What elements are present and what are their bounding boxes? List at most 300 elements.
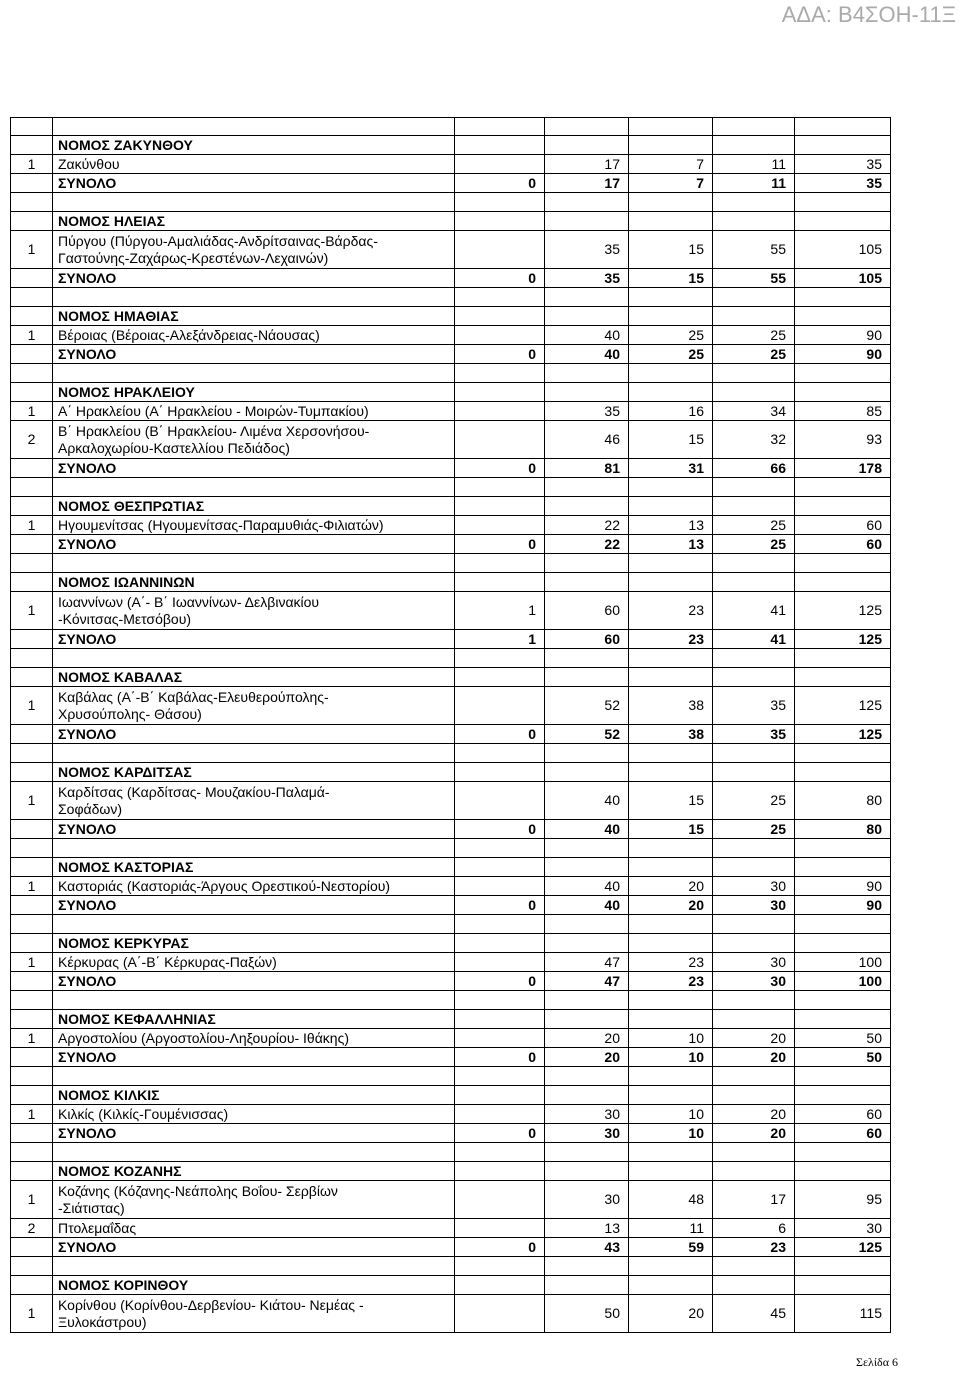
value-col-2: 17 <box>545 155 629 174</box>
value-col-2: 40 <box>545 896 629 915</box>
value-col-4 <box>713 858 795 877</box>
value-col-4 <box>713 364 795 383</box>
value-col-3: 11 <box>629 1219 713 1238</box>
value-col-2 <box>545 478 629 497</box>
value-col-4 <box>713 136 795 155</box>
value-col-3: 20 <box>629 877 713 896</box>
value-col-5: 90 <box>795 877 891 896</box>
value-col-5 <box>795 1067 891 1086</box>
row-index: 1 <box>11 155 53 174</box>
value-col-4: 30 <box>713 877 795 896</box>
value-col-4: 25 <box>713 326 795 345</box>
district-name: Κιλκίς (Κιλκίς-Γουμένισσας) <box>53 1105 455 1124</box>
prefecture-header-row <box>11 212 891 231</box>
value-col-1: 0 <box>455 896 545 915</box>
value-col-4 <box>713 212 795 231</box>
spacer-row <box>11 288 891 307</box>
value-col-1 <box>455 212 545 231</box>
value-col-2: 43 <box>545 1238 629 1257</box>
row-index <box>11 1162 53 1181</box>
value-col-3 <box>629 193 713 212</box>
row-index <box>11 972 53 991</box>
value-col-3 <box>629 934 713 953</box>
value-col-2: 30 <box>545 1105 629 1124</box>
district-name: Ηγουμενίτσας (Ηγουμενίτσας-Παραμυθιάς-Φιλιατών) <box>53 516 455 535</box>
row-index: 1 <box>11 1295 53 1333</box>
value-col-2 <box>545 1010 629 1029</box>
value-col-5 <box>795 858 891 877</box>
district-name: ΝΟΜΟΣ ΚΑΒΑΛΑΣ <box>53 668 455 687</box>
prefecture-header-row <box>11 858 891 877</box>
row-index <box>11 535 53 554</box>
table-row <box>11 402 891 421</box>
district-name <box>53 288 455 307</box>
prefecture-header-row <box>11 383 891 402</box>
district-name: ΝΟΜΟΣ ΗΡΑΚΛΕΙΟΥ <box>53 383 455 402</box>
value-col-4 <box>713 991 795 1010</box>
total-row <box>11 1124 891 1143</box>
value-col-4 <box>713 1162 795 1181</box>
row-index <box>11 136 53 155</box>
value-col-4 <box>713 1067 795 1086</box>
district-name <box>53 554 455 573</box>
row-index <box>11 307 53 326</box>
value-col-4 <box>713 118 795 136</box>
value-col-3: 23 <box>629 953 713 972</box>
value-col-1 <box>455 231 545 269</box>
value-col-5 <box>795 288 891 307</box>
value-col-3: 15 <box>629 421 713 459</box>
value-col-5 <box>795 934 891 953</box>
value-col-1 <box>455 307 545 326</box>
row-index <box>11 744 53 763</box>
value-col-5: 60 <box>795 535 891 554</box>
value-col-4 <box>713 1257 795 1276</box>
value-col-1 <box>455 953 545 972</box>
value-col-5: 85 <box>795 402 891 421</box>
value-col-4 <box>713 383 795 402</box>
value-col-3 <box>629 118 713 136</box>
value-col-5 <box>795 1143 891 1162</box>
district-name: ΝΟΜΟΣ ΙΩΑΝΝΙΝΩΝ <box>53 573 455 592</box>
prefecture-header-row <box>11 763 891 782</box>
district-name <box>53 118 455 136</box>
row-index <box>11 174 53 193</box>
district-name: Αργοστολίου (Αργοστολίου-Ληξουρίου- Ιθάκης) <box>53 1029 455 1048</box>
value-col-1: 0 <box>455 1048 545 1067</box>
row-index <box>11 345 53 364</box>
value-col-3: 13 <box>629 516 713 535</box>
district-name: ΝΟΜΟΣ ΖΑΚΥΝΘΟΥ <box>53 136 455 155</box>
value-col-5 <box>795 839 891 858</box>
value-col-1: 1 <box>455 630 545 649</box>
prefecture-header-row <box>11 1010 891 1029</box>
value-col-3: 31 <box>629 459 713 478</box>
value-col-5 <box>795 573 891 592</box>
value-col-4: 20 <box>713 1105 795 1124</box>
row-index: 1 <box>11 1029 53 1048</box>
value-col-5 <box>795 763 891 782</box>
value-col-5 <box>795 1276 891 1295</box>
spacer-row <box>11 649 891 668</box>
ada-header: ΑΔΑ: Β4ΣΟΗ-11Ξ <box>781 2 956 27</box>
district-name <box>53 839 455 858</box>
value-col-3 <box>629 1257 713 1276</box>
table-row <box>11 421 891 459</box>
prefecture-header-row <box>11 1162 891 1181</box>
value-col-1: 0 <box>455 820 545 839</box>
value-col-1: 0 <box>455 972 545 991</box>
value-col-1 <box>455 1067 545 1086</box>
total-row <box>11 535 891 554</box>
district-name: ΣΥΝΟΛΟ <box>53 725 455 744</box>
row-index <box>11 383 53 402</box>
value-col-3 <box>629 212 713 231</box>
value-col-1 <box>455 839 545 858</box>
value-col-2 <box>545 1086 629 1105</box>
total-row <box>11 269 891 288</box>
row-index <box>11 364 53 383</box>
row-index: 1 <box>11 592 53 630</box>
table-row <box>11 326 891 345</box>
value-col-1 <box>455 1219 545 1238</box>
total-row <box>11 630 891 649</box>
value-col-5 <box>795 193 891 212</box>
table-row <box>11 1295 891 1333</box>
value-col-5 <box>795 497 891 516</box>
value-col-3: 23 <box>629 630 713 649</box>
value-col-2: 46 <box>545 421 629 459</box>
spacer-row <box>11 1067 891 1086</box>
row-index <box>11 649 53 668</box>
district-name: ΝΟΜΟΣ ΚΕΦΑΛΛΗΝΙΑΣ <box>53 1010 455 1029</box>
district-name: ΣΥΝΟΛΟ <box>53 345 455 364</box>
value-col-2 <box>545 497 629 516</box>
value-col-4: 45 <box>713 1295 795 1333</box>
district-name: Ζακύνθου <box>53 155 455 174</box>
page-number: Σελίδα 6 <box>855 1355 898 1369</box>
spacer-row <box>11 478 891 497</box>
row-index <box>11 478 53 497</box>
value-col-3 <box>629 1010 713 1029</box>
value-col-2: 40 <box>545 820 629 839</box>
value-col-2: 22 <box>545 535 629 554</box>
district-name <box>53 649 455 668</box>
value-col-5 <box>795 478 891 497</box>
row-index: 1 <box>11 1181 53 1219</box>
value-col-2 <box>545 136 629 155</box>
value-col-2 <box>545 1257 629 1276</box>
value-col-1 <box>455 1181 545 1219</box>
value-col-1 <box>455 326 545 345</box>
district-name <box>53 478 455 497</box>
value-col-1 <box>455 402 545 421</box>
value-col-4 <box>713 649 795 668</box>
district-name: ΝΟΜΟΣ ΚΕΡΚΥΡΑΣ <box>53 934 455 953</box>
spacer-row <box>11 744 891 763</box>
district-name <box>53 1067 455 1086</box>
value-col-2: 17 <box>545 174 629 193</box>
value-col-4 <box>713 193 795 212</box>
value-col-1 <box>455 991 545 1010</box>
value-col-4: 30 <box>713 972 795 991</box>
district-name <box>53 1257 455 1276</box>
value-col-2: 40 <box>545 877 629 896</box>
prefecture-header-row <box>11 934 891 953</box>
value-col-5: 60 <box>795 1105 891 1124</box>
table-row <box>11 953 891 972</box>
value-col-2 <box>545 858 629 877</box>
value-col-3: 23 <box>629 972 713 991</box>
value-col-3 <box>629 991 713 1010</box>
value-col-2 <box>545 307 629 326</box>
district-name: ΣΥΝΟΛΟ <box>53 630 455 649</box>
value-col-1 <box>455 573 545 592</box>
value-col-5: 95 <box>795 1181 891 1219</box>
row-index: 1 <box>11 687 53 725</box>
value-col-3 <box>629 478 713 497</box>
value-col-2 <box>545 383 629 402</box>
value-col-5: 90 <box>795 896 891 915</box>
value-col-3: 38 <box>629 725 713 744</box>
row-index <box>11 839 53 858</box>
prefecture-header-row <box>11 1086 891 1105</box>
value-col-4: 17 <box>713 1181 795 1219</box>
row-index <box>11 915 53 934</box>
value-col-3: 10 <box>629 1048 713 1067</box>
value-col-4: 11 <box>713 155 795 174</box>
value-col-2: 35 <box>545 269 629 288</box>
value-col-1 <box>455 554 545 573</box>
value-col-2: 40 <box>545 345 629 364</box>
total-row <box>11 1238 891 1257</box>
district-name: Κορίνθου (Κορίνθου-Δερβενίου- Κιάτου- Νεμέας - Ξυλοκάστρου) <box>53 1295 455 1333</box>
district-name: ΣΥΝΟΛΟ <box>53 1048 455 1067</box>
value-col-3 <box>629 573 713 592</box>
value-col-2 <box>545 212 629 231</box>
district-name <box>53 744 455 763</box>
value-col-4: 25 <box>713 782 795 820</box>
value-col-1 <box>455 193 545 212</box>
row-index <box>11 820 53 839</box>
value-col-4: 6 <box>713 1219 795 1238</box>
value-col-5: 35 <box>795 155 891 174</box>
value-col-3: 20 <box>629 1295 713 1333</box>
district-name: ΝΟΜΟΣ ΚΟΡΙΝΘΟΥ <box>53 1276 455 1295</box>
value-col-2: 60 <box>545 592 629 630</box>
value-col-5: 80 <box>795 820 891 839</box>
row-index <box>11 573 53 592</box>
row-index: 1 <box>11 877 53 896</box>
value-col-5: 125 <box>795 592 891 630</box>
row-index <box>11 554 53 573</box>
row-index: 1 <box>11 326 53 345</box>
spacer-row <box>11 1257 891 1276</box>
value-col-3 <box>629 744 713 763</box>
value-col-3 <box>629 136 713 155</box>
table-row <box>11 782 891 820</box>
value-col-3 <box>629 763 713 782</box>
value-col-3: 13 <box>629 535 713 554</box>
spacer-row <box>11 839 891 858</box>
row-index: 1 <box>11 516 53 535</box>
value-col-5: 178 <box>795 459 891 478</box>
table-body <box>11 118 891 1333</box>
value-col-5 <box>795 383 891 402</box>
district-name: Καρδίτσας (Καρδίτσας- Μουζακίου-Παλαμά- Σοφάδων) <box>53 782 455 820</box>
value-col-4: 30 <box>713 953 795 972</box>
spacer-row <box>11 118 891 136</box>
table-row <box>11 1029 891 1048</box>
value-col-5: 100 <box>795 953 891 972</box>
value-col-2: 20 <box>545 1029 629 1048</box>
district-name: ΣΥΝΟΛΟ <box>53 174 455 193</box>
row-index: 1 <box>11 782 53 820</box>
value-col-3: 25 <box>629 345 713 364</box>
value-col-2: 40 <box>545 326 629 345</box>
value-col-2: 50 <box>545 1295 629 1333</box>
value-col-2 <box>545 573 629 592</box>
value-col-4 <box>713 307 795 326</box>
district-name: Κέρκυρας (Α΄-Β΄ Κέρκυρας-Παξών) <box>53 953 455 972</box>
value-col-4 <box>713 288 795 307</box>
value-col-4: 25 <box>713 345 795 364</box>
value-col-2: 20 <box>545 1048 629 1067</box>
value-col-1 <box>455 1105 545 1124</box>
value-col-3 <box>629 288 713 307</box>
table-row <box>11 1181 891 1219</box>
row-index <box>11 858 53 877</box>
district-name: ΣΥΝΟΛΟ <box>53 820 455 839</box>
value-col-5: 35 <box>795 174 891 193</box>
district-name: ΣΥΝΟΛΟ <box>53 896 455 915</box>
row-index <box>11 1048 53 1067</box>
value-col-5: 90 <box>795 326 891 345</box>
value-col-4: 41 <box>713 630 795 649</box>
value-col-5: 60 <box>795 516 891 535</box>
value-col-2: 13 <box>545 1219 629 1238</box>
district-name: Α΄ Ηρακλείου (Α΄ Ηρακλείου - Μοιρών-Τυμπακίου) <box>53 402 455 421</box>
value-col-5: 90 <box>795 345 891 364</box>
value-col-5 <box>795 554 891 573</box>
value-col-1 <box>455 1010 545 1029</box>
value-col-4: 34 <box>713 402 795 421</box>
value-col-2 <box>545 118 629 136</box>
total-row <box>11 896 891 915</box>
row-index: 2 <box>11 421 53 459</box>
row-index <box>11 288 53 307</box>
value-col-5 <box>795 1086 891 1105</box>
spacer-row <box>11 193 891 212</box>
value-col-4 <box>713 573 795 592</box>
value-col-1 <box>455 118 545 136</box>
row-index <box>11 1238 53 1257</box>
value-col-1 <box>455 649 545 668</box>
value-col-3: 59 <box>629 1238 713 1257</box>
value-col-3: 15 <box>629 782 713 820</box>
value-col-3 <box>629 364 713 383</box>
value-col-4: 32 <box>713 421 795 459</box>
value-col-2 <box>545 763 629 782</box>
value-col-1 <box>455 1086 545 1105</box>
prefecture-header-row <box>11 307 891 326</box>
spacer-row <box>11 364 891 383</box>
district-name: ΣΥΝΟΛΟ <box>53 459 455 478</box>
value-col-2: 40 <box>545 782 629 820</box>
value-col-4: 20 <box>713 1029 795 1048</box>
row-index <box>11 497 53 516</box>
seat-allocation-table <box>10 117 891 1333</box>
value-col-3: 10 <box>629 1124 713 1143</box>
value-col-1 <box>455 364 545 383</box>
value-col-3: 20 <box>629 896 713 915</box>
district-name: Ιωαννίνων (Α΄- Β΄ Ιωαννίνων- Δελβινακίου -Κόνιτσας-Μετσόβου) <box>53 592 455 630</box>
value-col-5: 105 <box>795 231 891 269</box>
value-col-3 <box>629 649 713 668</box>
value-col-2: 60 <box>545 630 629 649</box>
value-col-1 <box>455 421 545 459</box>
value-col-5: 30 <box>795 1219 891 1238</box>
value-col-2 <box>545 554 629 573</box>
row-index <box>11 269 53 288</box>
spacer-row <box>11 1143 891 1162</box>
value-col-4: 66 <box>713 459 795 478</box>
value-col-5: 60 <box>795 1124 891 1143</box>
value-col-4 <box>713 1086 795 1105</box>
value-col-5: 125 <box>795 725 891 744</box>
prefecture-header-row <box>11 136 891 155</box>
row-index: 1 <box>11 231 53 269</box>
value-col-5 <box>795 1257 891 1276</box>
value-col-4: 25 <box>713 516 795 535</box>
value-col-2: 35 <box>545 402 629 421</box>
value-col-3: 23 <box>629 592 713 630</box>
value-col-5: 50 <box>795 1048 891 1067</box>
spacer-row <box>11 915 891 934</box>
value-col-5 <box>795 136 891 155</box>
value-col-4 <box>713 668 795 687</box>
value-col-3: 38 <box>629 687 713 725</box>
value-col-5: 125 <box>795 630 891 649</box>
value-col-4: 35 <box>713 725 795 744</box>
value-col-1 <box>455 478 545 497</box>
value-col-4: 25 <box>713 535 795 554</box>
value-col-2: 22 <box>545 516 629 535</box>
value-col-2 <box>545 915 629 934</box>
value-col-4 <box>713 915 795 934</box>
value-col-3: 10 <box>629 1105 713 1124</box>
table-row <box>11 687 891 725</box>
value-col-5: 50 <box>795 1029 891 1048</box>
value-col-5: 100 <box>795 972 891 991</box>
value-col-4 <box>713 497 795 516</box>
value-col-1 <box>455 383 545 402</box>
value-col-2 <box>545 288 629 307</box>
district-name: ΝΟΜΟΣ ΚΑΣΤΟΡΙΑΣ <box>53 858 455 877</box>
value-col-2: 47 <box>545 953 629 972</box>
value-col-5 <box>795 307 891 326</box>
value-col-1: 0 <box>455 345 545 364</box>
total-row <box>11 459 891 478</box>
value-col-1 <box>455 516 545 535</box>
district-name <box>53 364 455 383</box>
total-row <box>11 972 891 991</box>
table-row <box>11 155 891 174</box>
value-col-5: 93 <box>795 421 891 459</box>
row-index: 1 <box>11 953 53 972</box>
value-col-1: 0 <box>455 535 545 554</box>
value-col-4: 35 <box>713 687 795 725</box>
